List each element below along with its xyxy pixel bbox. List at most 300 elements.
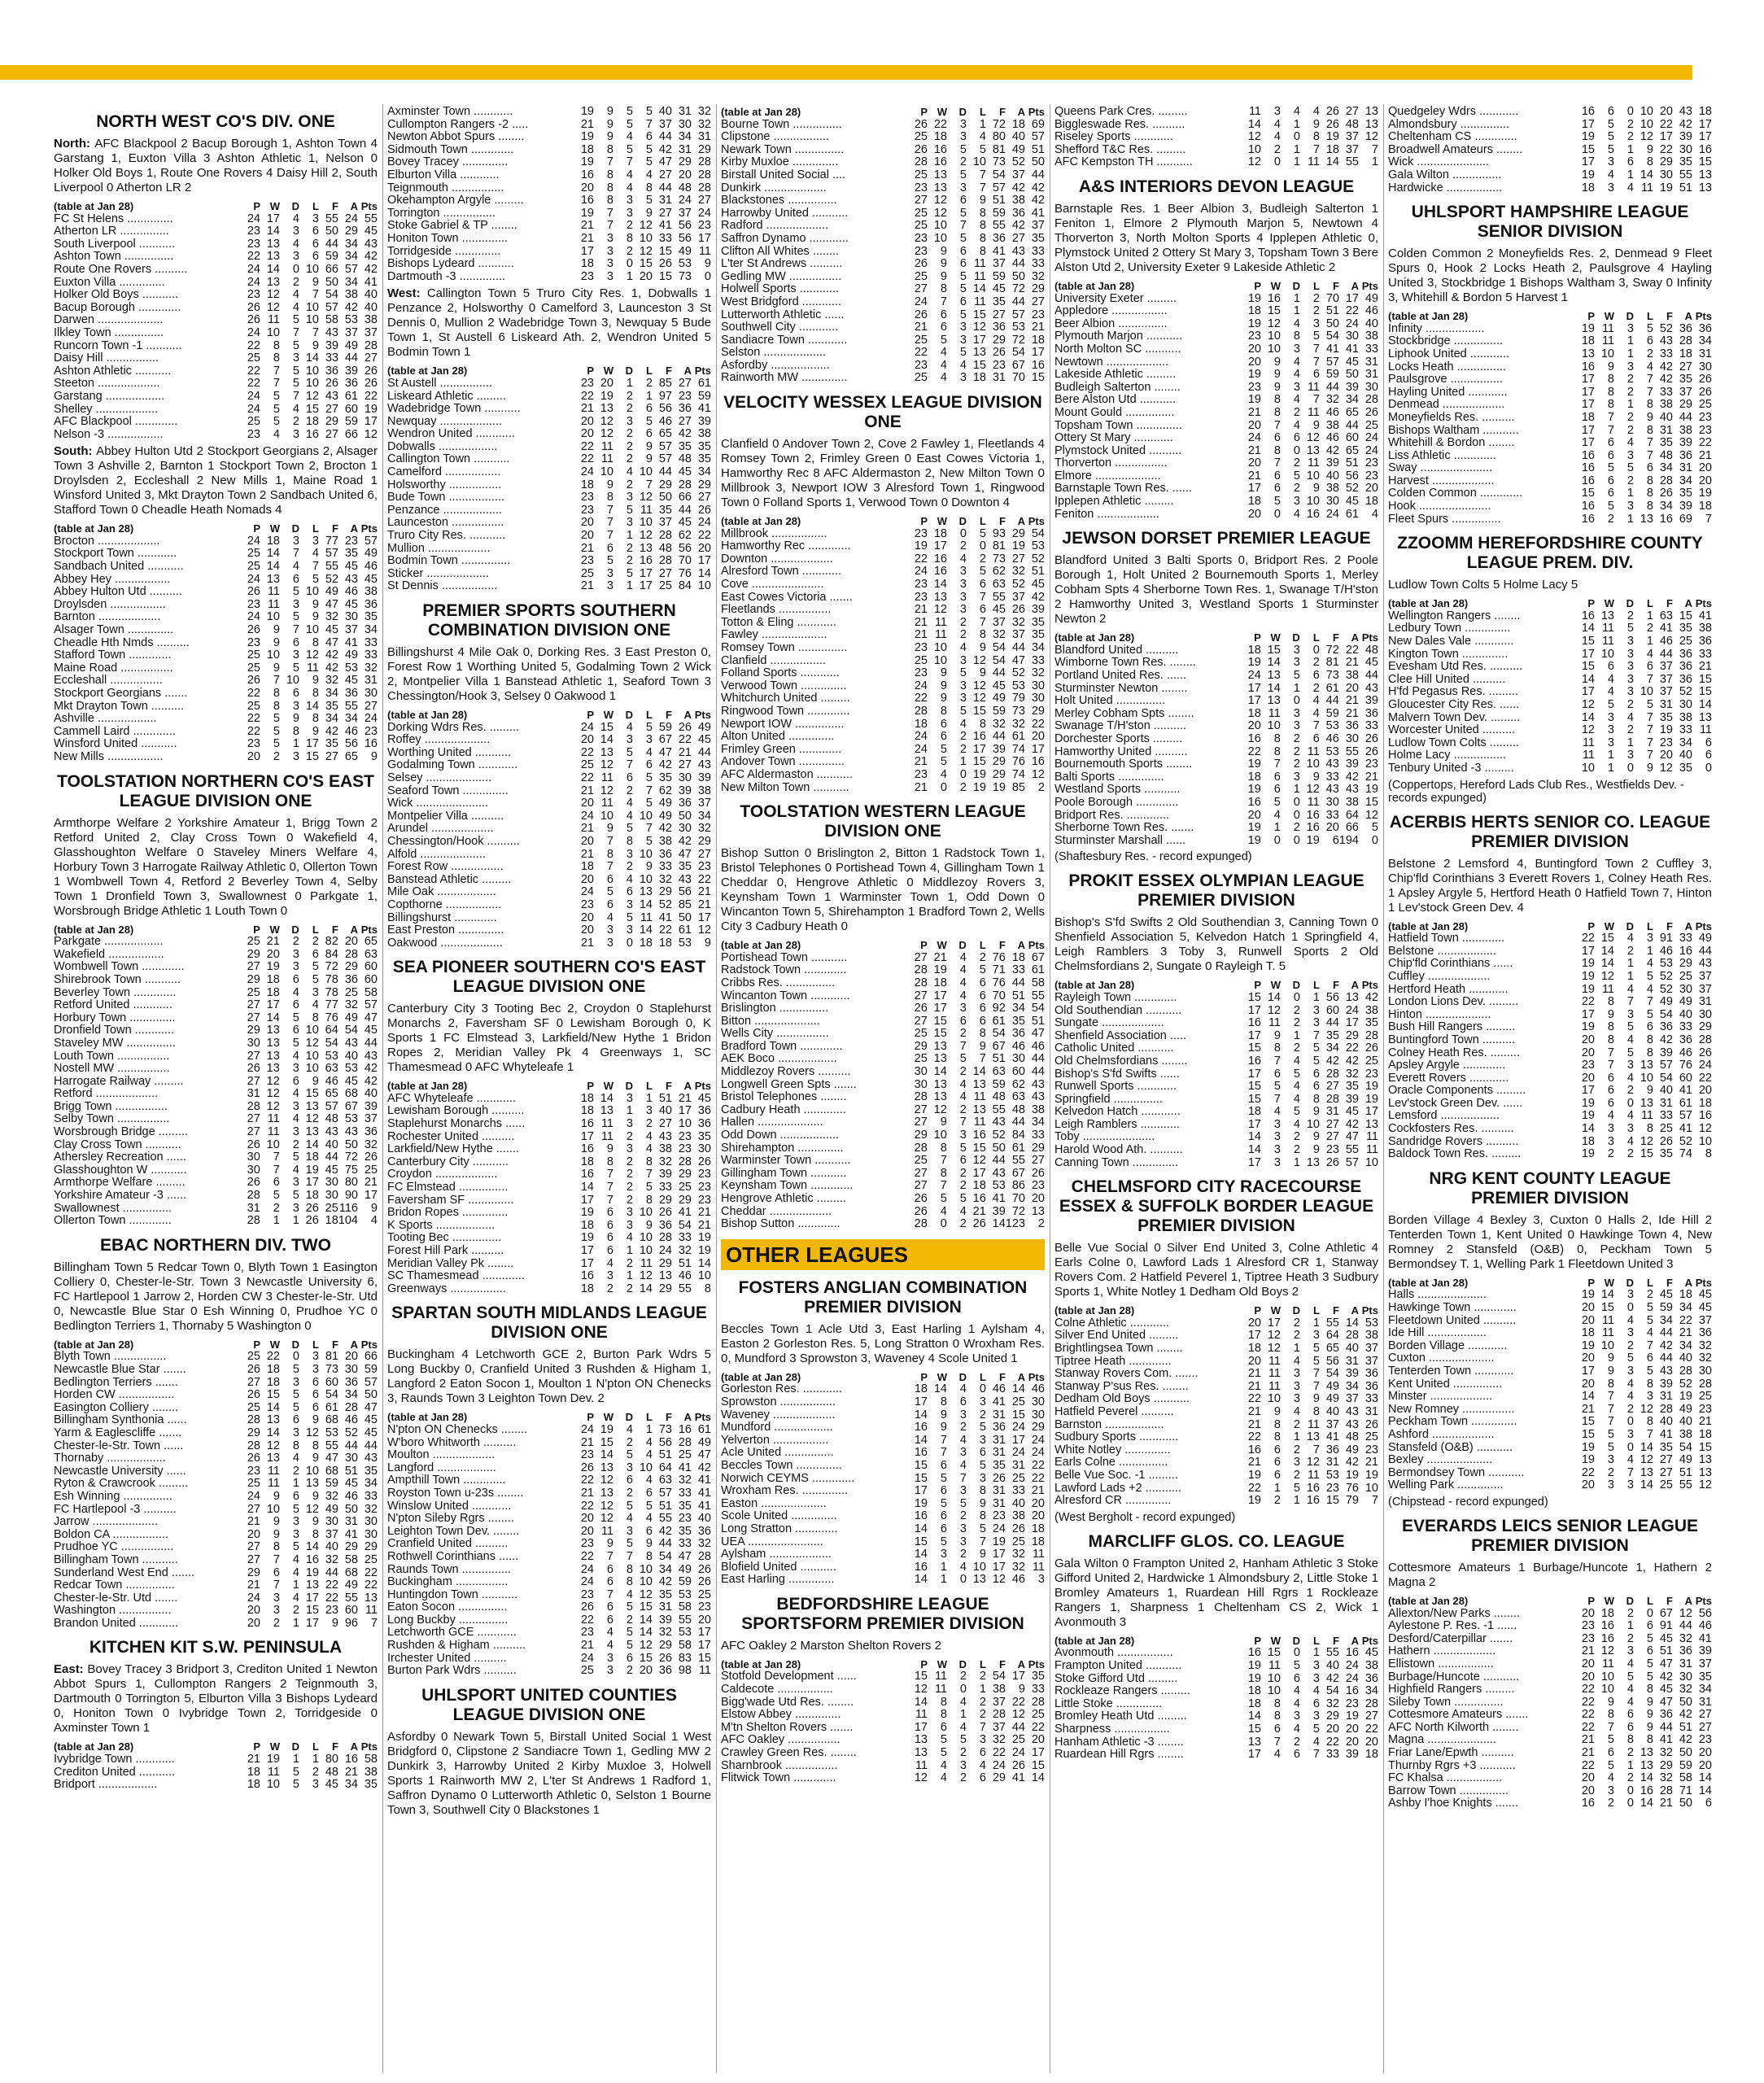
stat-cell: 31	[678, 142, 692, 156]
standings-table	[387, 1411, 711, 1677]
stat-cell: 5	[1607, 500, 1614, 513]
stat-cell: 44	[1659, 1326, 1673, 1340]
stat-cell: 33	[658, 860, 672, 874]
stat-cell: 16	[1659, 512, 1673, 526]
stat-cell: 14	[697, 566, 711, 580]
stat-cell: 8	[1607, 398, 1614, 412]
team-name: Ashton Town ...............	[54, 251, 174, 264]
stat-cell: 55	[1325, 1646, 1339, 1660]
league-section	[387, 958, 711, 1295]
stat-cell: 16	[972, 1129, 986, 1142]
stat-cell: 12	[1267, 1003, 1281, 1017]
team-name: Mile Oak ..................	[387, 886, 496, 899]
stat-cell: 4	[959, 976, 967, 989]
stat-cell: 13	[1345, 990, 1359, 1004]
table-row	[1054, 1343, 1378, 1356]
stat-cell: 44	[1679, 1619, 1692, 1633]
stat-cell: 30	[678, 822, 692, 836]
table-row	[387, 836, 711, 849]
stat-cell: 35	[697, 452, 711, 466]
stat-cell: 29	[992, 767, 1006, 781]
stat-cell: 17	[1698, 130, 1712, 144]
table-row	[721, 1015, 1045, 1028]
stat-cell: 48	[325, 1112, 338, 1126]
stat-cell: 24	[697, 516, 711, 530]
stat-cell: 46	[364, 560, 378, 574]
stat-cell: 20	[1031, 1733, 1045, 1747]
table-header-row	[721, 1371, 1045, 1384]
stat-cell: 24	[914, 565, 928, 579]
table-row	[1388, 1340, 1712, 1353]
stat-cell: 3	[959, 603, 967, 617]
stat-cell: 40	[1659, 1415, 1673, 1429]
stat-cell: 36	[344, 972, 358, 986]
team-name: Middlezoy Rovers ..........	[721, 1066, 851, 1079]
stat-cell: 44	[1325, 380, 1339, 394]
stat-cell: 19	[1659, 723, 1673, 737]
stat-cell: 61	[697, 376, 711, 390]
stat-cell: 43	[1698, 957, 1712, 971]
stat-cell: 3	[959, 679, 967, 692]
stat-cell: 11	[698, 244, 711, 258]
team-name: Torridgeside ..............	[387, 245, 501, 258]
stat-cell: 5	[1646, 1631, 1653, 1645]
stat-cell: 38	[364, 585, 378, 599]
team-name: Meridian Valley Pk ........	[387, 1257, 514, 1270]
team-name: New Dales Vale ............	[1388, 635, 1514, 648]
stat-cell: 37	[1325, 1417, 1339, 1431]
stat-cell: 22	[266, 1350, 280, 1364]
stat-cell: 5	[1646, 1301, 1653, 1315]
stat-cell: 7	[370, 1616, 378, 1630]
stat-cell: 8	[1607, 373, 1614, 386]
stat-cell: 24	[992, 1758, 1006, 1772]
stat-cell: 3	[626, 491, 633, 504]
stat-cell: 4	[940, 346, 947, 360]
team-name: Broadwell Amateurs ........	[1388, 143, 1523, 156]
stat-cell: 33	[1031, 1683, 1045, 1697]
table-row	[721, 667, 1045, 680]
team-name: Dronfield Town ............	[54, 1024, 175, 1037]
stat-cell: 28	[247, 1439, 260, 1452]
stat-cell: 33	[658, 1181, 672, 1194]
stat-cell: 35	[325, 699, 338, 713]
stat-cell: 10	[639, 1231, 653, 1245]
team-name: Hamworthy Rec .............	[721, 540, 851, 553]
stat-cell: 11	[915, 1708, 928, 1722]
stat-cell: 28	[697, 168, 711, 181]
stat-cell: 34	[344, 237, 358, 251]
stat-cell: 24	[247, 610, 260, 624]
table-header-cell: A	[1017, 1370, 1025, 1383]
table-row	[387, 233, 711, 246]
table-row	[54, 548, 378, 561]
stat-cell: 20	[1698, 1084, 1712, 1098]
stat-cell: 25	[247, 1350, 260, 1364]
team-name: Larkfield/New Hythe .......	[387, 1143, 519, 1156]
stat-cell: 3	[626, 194, 633, 207]
stat-cell: 42	[678, 427, 692, 441]
table-row	[54, 1465, 378, 1478]
stat-cell: 8	[606, 1155, 613, 1168]
table-row	[721, 1510, 1045, 1523]
stat-cell: 3	[606, 566, 613, 580]
table-header-cell: (table at Jan 28)	[1388, 310, 1469, 323]
results-text: Abbey Hulton Utd 2 Stockport Georgians 2, Alsager Town 3 Ashville 2, Barnton 1 Stockport Town 2, Brocton 1 Droylsden 2, Eccleshall 2 New Mills 1, Maine Road 1 Winsford United 3, Mkt Drayton Town 2 Sandbach United 6, Stafford Town 0 Cheadle Heath Nomads 4	[54, 444, 378, 517]
table-row	[1054, 1685, 1378, 1698]
stat-cell: 24	[580, 1575, 594, 1589]
team-name: Easington Colliery ........	[54, 1401, 179, 1414]
table-header-cell: P	[1587, 1276, 1595, 1289]
stat-cell: 11	[267, 1765, 280, 1779]
stat-cell: 44	[1325, 694, 1339, 708]
stat-cell: 16	[305, 427, 319, 441]
stat-cell: 5	[292, 1011, 299, 1024]
stat-cell: 14	[580, 1181, 594, 1194]
stat-cell: 19	[580, 105, 594, 118]
team-name: Callington Town ...........	[387, 453, 510, 466]
league-title: UHLSPORT HAMPSHIRE LEAGUE SENIOR DIVISION	[1411, 203, 1689, 242]
stat-cell: 7	[292, 389, 299, 403]
stat-cell: 26	[247, 1452, 260, 1465]
stat-cell: 43	[344, 1125, 358, 1139]
stat-cell: 3	[1312, 1671, 1320, 1685]
stat-cell: 26	[305, 1214, 319, 1228]
stat-cell: 67	[1659, 1606, 1673, 1620]
stat-cell: 3	[292, 1125, 299, 1139]
stat-cell: 19	[1581, 1440, 1595, 1454]
league-title: PROKIT ESSEX OLYMPIAN LEAGUE PREMIER DIVISION	[1068, 871, 1364, 910]
stat-cell: 14	[992, 1217, 1006, 1231]
stat-cell: 7	[292, 325, 299, 339]
stat-cell: 25	[678, 1448, 692, 1462]
table-row	[54, 1126, 378, 1139]
team-name: Letchworth GCE ............	[387, 1627, 517, 1640]
stat-cell: 27	[247, 998, 260, 1012]
stat-cell: 2	[273, 749, 280, 763]
stat-cell: 22	[247, 250, 260, 264]
stat-cell: 15	[305, 1604, 319, 1618]
stat-cell: 15	[1581, 487, 1595, 500]
stat-cell: 51	[658, 1448, 672, 1462]
stat-cell: 4	[940, 358, 947, 372]
stat-cell: 69	[1679, 512, 1692, 526]
stat-cell: 19	[914, 1496, 928, 1510]
stat-cell: 2	[626, 1129, 633, 1143]
stat-cell: 9	[979, 1548, 986, 1561]
team-name: Old Chelmsfordians ........	[1054, 1055, 1188, 1068]
table-row	[54, 751, 378, 764]
stat-cell: 5	[959, 346, 967, 360]
team-name: Liphook United ............	[1388, 347, 1510, 360]
stat-cell: 23	[1364, 1067, 1378, 1081]
stat-cell: 40	[1345, 1342, 1359, 1356]
table-row	[54, 987, 378, 1000]
team-name: Barnston ..................	[1054, 1418, 1164, 1431]
stat-cell: 13	[1698, 1465, 1712, 1479]
stat-cell: 7	[1312, 1379, 1320, 1393]
stat-cell: 33	[1031, 1129, 1045, 1142]
stat-cell: 53	[344, 1062, 358, 1076]
stat-cell: 79	[1345, 1494, 1359, 1508]
stat-cell: 70	[1011, 371, 1025, 385]
stat-cell: 7	[1607, 410, 1614, 424]
stat-cell: 22	[1581, 1683, 1595, 1697]
table-row	[387, 1526, 711, 1539]
stat-cell: 23	[697, 1193, 711, 1207]
stat-cell: 34	[1679, 1338, 1692, 1352]
stat-cell: 20	[1581, 1033, 1595, 1046]
team-name: Highfield Rangers .........	[1388, 1683, 1515, 1697]
table-row	[54, 586, 378, 599]
stat-cell: 13	[1364, 117, 1378, 131]
team-name: Poole Borough .............	[1054, 796, 1179, 809]
stat-cell: 42	[1325, 1671, 1339, 1685]
stat-cell: 31	[247, 1087, 260, 1101]
stat-cell: 2	[959, 615, 967, 629]
table-row	[54, 1491, 378, 1504]
stat-cell: 60	[1325, 1003, 1339, 1017]
stat-cell: 37	[658, 117, 672, 131]
stat-cell: 97	[658, 389, 672, 403]
stat-cell: 53	[1031, 539, 1045, 553]
stat-cell: 21	[1247, 1417, 1261, 1431]
table-row	[721, 220, 1045, 233]
results-text: AFC Oakley 2 Marston Shelton Rovers 2	[721, 1638, 941, 1653]
stat-cell: 35	[1011, 1014, 1025, 1028]
stat-cell: 11	[973, 1116, 986, 1129]
team-name: Caldecote .................	[721, 1683, 833, 1697]
stat-cell: 6	[979, 578, 986, 592]
stat-cell: 20	[1247, 456, 1261, 470]
stat-cell: 41	[697, 1474, 711, 1487]
stat-cell: 22	[580, 389, 594, 403]
table-row	[721, 769, 1045, 782]
stat-cell: 6	[292, 572, 299, 586]
stat-cell: 27	[914, 1166, 928, 1180]
stat-cell: 37	[1364, 1354, 1378, 1368]
stat-cell: 18	[933, 526, 947, 540]
stat-cell: 19	[1581, 1020, 1595, 1034]
stat-cell: 22	[914, 552, 928, 566]
stat-cell: 35	[325, 737, 338, 751]
stat-cell: 6	[1607, 1096, 1614, 1110]
stat-cell: 51	[1031, 142, 1045, 156]
stat-cell: 45	[344, 1074, 358, 1088]
table-row	[387, 119, 711, 132]
stat-cell: 46	[1659, 944, 1673, 958]
stat-cell: 11	[1307, 405, 1320, 419]
stat-cell: 12	[1247, 155, 1261, 169]
stat-cell: 2	[1626, 698, 1634, 711]
stat-cell: 7	[959, 1471, 967, 1485]
table-row	[1388, 399, 1712, 412]
stat-cell: 20	[247, 1527, 260, 1541]
stat-cell: 3	[312, 534, 319, 548]
stat-cell: 6	[606, 1231, 613, 1245]
stat-cell: 17	[1031, 742, 1045, 756]
stat-cell: 11	[600, 452, 613, 466]
table-row	[387, 530, 711, 543]
stat-cell: 6	[645, 1524, 653, 1538]
stat-cell: 2	[626, 554, 633, 568]
stat-cell: 16	[1267, 291, 1281, 305]
stat-cell: 20	[1581, 1301, 1595, 1315]
stat-cell: 8	[979, 219, 986, 233]
stat-cell: 27	[914, 989, 928, 1002]
stat-cell: 2	[1626, 1771, 1634, 1785]
team-name: Aylestone P. Res. -1 ......	[1388, 1620, 1517, 1633]
team-name: Swanage T/H'ston ..........	[1054, 720, 1187, 733]
stat-cell: 15	[639, 257, 653, 271]
stat-cell: 40	[1325, 1658, 1339, 1672]
table-row	[1388, 1620, 1712, 1633]
stat-cell: 47	[364, 1011, 378, 1024]
stat-cell: 18	[266, 1375, 280, 1389]
stat-cell: 5	[626, 910, 633, 924]
stat-cell: 8	[645, 1155, 653, 1168]
table-header-cell: A	[350, 1740, 358, 1753]
stat-cell: 4	[1607, 672, 1614, 686]
stat-cell: 44	[992, 1154, 1006, 1168]
table-row	[1054, 1055, 1378, 1068]
table-row	[387, 580, 711, 593]
stat-cell: 7	[645, 784, 653, 797]
table-row	[1388, 674, 1712, 687]
stat-cell: 59	[1325, 368, 1339, 382]
stat-cell: 55	[992, 590, 1006, 604]
table-header-cell: (table at Jan 28)	[1054, 631, 1135, 644]
table-header-cell: A	[1684, 1276, 1692, 1289]
stat-cell: 8	[1646, 1122, 1653, 1136]
stat-cell: 2	[1293, 1143, 1300, 1157]
stat-cell: 3	[1312, 1016, 1320, 1030]
stat-cell: 12	[1600, 969, 1614, 983]
stat-cell: 12	[972, 679, 986, 692]
stat-cell: 2	[1626, 385, 1634, 399]
team-name: Bitton ....................	[721, 1015, 820, 1028]
team-name: Everett Rovers ............	[1388, 1072, 1509, 1085]
table-row	[54, 1177, 378, 1190]
table-row	[54, 1554, 378, 1567]
league-section	[54, 1236, 378, 1631]
stat-cell: 26	[914, 1204, 928, 1218]
table-row	[721, 1747, 1045, 1760]
stat-cell: 57	[364, 1375, 378, 1389]
table-header-cell: D	[625, 709, 633, 721]
stat-cell: 16	[1698, 142, 1712, 156]
stat-cell: 2	[959, 1065, 967, 1079]
stat-cell: 2	[1293, 456, 1300, 470]
table-row	[1054, 293, 1378, 306]
stat-cell: 8	[606, 181, 613, 194]
table-row	[387, 899, 711, 912]
stat-cell: 21	[1345, 706, 1359, 720]
stat-cell: 1	[626, 579, 633, 593]
table-header-cell: A	[1351, 1304, 1359, 1317]
stat-cell: 8	[1312, 130, 1320, 144]
table-header-cell: W	[269, 522, 280, 535]
results-text: Billingham Town 5 Redcar Town 0, Blyth Town 1 Easington Colliery 0, Chester-le-Str. Town 3 Newcastle University 6, FC Hartlepool 1 Jarrow 2, Horden CW 3 Chester-le-Str. Utd 0, Newcastle Blue Star 0 Esh Winning 0, Prudhoe YC 0 Bedlington Terriers 1, Thornaby 5 Washington 0	[54, 1260, 378, 1333]
table-row	[1388, 1760, 1712, 1773]
stat-cell: 6	[940, 1458, 947, 1472]
table-header-cell: D	[291, 522, 299, 535]
stat-cell: 20	[1698, 474, 1712, 487]
table-row	[387, 479, 711, 492]
stat-cell: 31	[992, 1408, 1006, 1421]
stat-cell: 4	[626, 1422, 633, 1436]
stat-cell: 9	[979, 666, 986, 680]
stat-cell: 4	[959, 641, 967, 654]
stat-cell: 26	[364, 377, 378, 391]
stat-cell: 40	[697, 1512, 711, 1526]
stat-cell: 11	[1699, 723, 1712, 737]
stat-cell: 7	[606, 1587, 613, 1601]
table-row	[1388, 661, 1712, 674]
stat-cell: 31	[697, 130, 711, 144]
table-row	[1054, 1483, 1378, 1496]
stat-cell: 36	[325, 364, 338, 378]
team-name: Newcastle Blue Star .......	[54, 1364, 186, 1376]
table-header-cell: Pts	[360, 522, 378, 535]
table-row	[387, 1627, 711, 1640]
stat-cell: 10	[639, 516, 653, 530]
stat-cell: 53	[678, 1626, 692, 1640]
table-row	[387, 849, 711, 862]
stat-cell: 4	[292, 288, 299, 302]
stat-cell: 11	[1365, 1130, 1378, 1144]
table-row	[1388, 373, 1712, 386]
team-name: Peckham Town ..............	[1388, 1416, 1517, 1429]
team-name: Ryton & Crawcrook .........	[54, 1478, 189, 1491]
column-divider	[382, 104, 383, 2073]
stat-cell: 5	[292, 1540, 299, 1554]
stat-cell: 22	[1031, 717, 1045, 731]
stat-cell: 45	[678, 465, 692, 479]
stat-cell: 43	[1345, 1417, 1359, 1431]
stat-cell: 42	[1679, 1733, 1692, 1747]
stat-cell: 6	[1646, 334, 1653, 348]
stat-cell: 52	[658, 897, 672, 911]
table-row	[1054, 708, 1378, 721]
stat-cell: 65	[325, 1087, 338, 1101]
stat-cell: 26	[658, 257, 672, 271]
stat-cell: 27	[247, 1502, 260, 1516]
stat-cell: 5	[292, 661, 299, 675]
stat-cell: 44	[1011, 257, 1025, 271]
stat-cell: 12	[600, 427, 613, 441]
table-header-cell: D	[291, 923, 299, 936]
stat-cell: 6	[292, 1024, 299, 1037]
results-paragraph	[721, 437, 1045, 510]
stat-cell: 4	[1293, 1697, 1300, 1710]
stat-cell: 9	[704, 936, 711, 950]
stat-cell: 42	[325, 724, 338, 738]
stat-cell: 1	[1626, 487, 1634, 500]
stat-cell: 25	[1659, 1122, 1673, 1136]
stat-cell: 15	[1325, 1494, 1339, 1508]
table-header-cell: W	[1270, 979, 1281, 992]
stat-cell: 82	[325, 935, 338, 949]
league-title: EBAC NORTHERN DIV. TWO	[100, 1235, 331, 1255]
stat-cell: 3	[1607, 181, 1614, 194]
stat-cell: 5	[273, 737, 280, 751]
stat-cell: 2	[626, 439, 633, 453]
stat-cell: 19	[580, 155, 594, 169]
stat-cell: 5	[1646, 321, 1653, 335]
stat-cell: 76	[678, 566, 692, 580]
stat-cell: 8	[626, 1562, 633, 1576]
